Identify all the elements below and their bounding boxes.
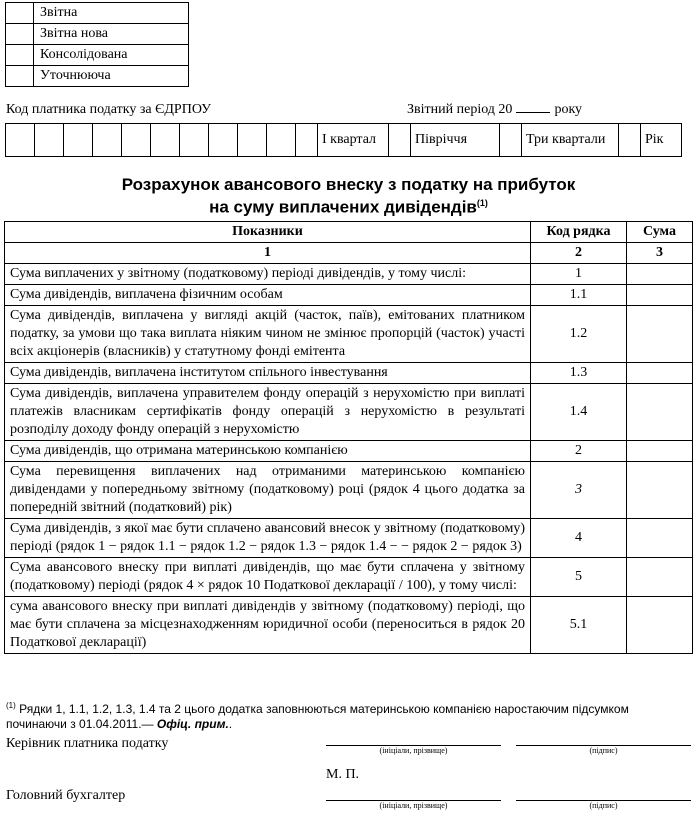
calculation-table	[4, 221, 693, 654]
edrpou-digit-cell[interactable]	[238, 124, 267, 157]
row-code: 5.1	[531, 597, 627, 654]
column-number: 2	[531, 243, 627, 264]
period-checkbox[interactable]	[296, 124, 318, 157]
row-description: Сума дивідендів, виплачена фізичним особам	[5, 285, 531, 306]
table-row	[5, 441, 693, 462]
table-row	[5, 306, 693, 363]
edrpou-digit-cell[interactable]	[64, 124, 93, 157]
edrpou-digit-cell[interactable]	[151, 124, 180, 157]
row-code: 1.3	[531, 363, 627, 384]
head-signature-field[interactable]	[516, 745, 691, 755]
report-type-row	[6, 3, 189, 24]
period-option-label: І квартал	[318, 124, 389, 157]
footnote: $^{(1)}$ Рядки 1, 1.1, 1.2, 1.3, 1.4 та 2 цього додатка заповнюються материнською компанією наростаючим підсумком починаючи з 01.04.2011.— Офіц. прим..	[6, 701, 629, 731]
row-description: сума авансового внеску при виплаті дивідендів у звітному (податковому) періоді, що має бути сплачена за місцезнаходженням юридичної особи (переноситься в рядок 20 Податкової декларації)	[5, 597, 531, 654]
title-footnote-mark: (1)	[476, 198, 488, 208]
edrpou-digit-cell[interactable]	[93, 124, 122, 157]
accountant-signature-label: Головний бухгалтер	[6, 788, 126, 803]
header-row-code: Код рядка	[531, 222, 627, 243]
row-description: Сума дивідендів, виплачена у вигляді акцій (часток, паїв), емітованих платником податку, за умови що така виплата ніяким чином не змінює пропорцій (часток) участі всіх акціонерів (власників) у статутному фонді емітента	[5, 306, 531, 363]
title-line-2	[0, 194, 697, 217]
report-type-label: Консолідована	[34, 45, 189, 66]
row-code: 1.1	[531, 285, 627, 306]
report-type-label: Звітна	[34, 3, 189, 24]
report-type-row	[6, 24, 189, 45]
row-amount-field[interactable]	[627, 519, 693, 558]
period-label-suffix: року	[554, 102, 583, 117]
report-type-checkbox[interactable]	[6, 66, 34, 87]
row-code: 1	[531, 264, 627, 285]
row-amount-field[interactable]	[627, 384, 693, 441]
table-row	[5, 363, 693, 384]
report-type-checkbox[interactable]	[6, 45, 34, 66]
footnote-reference: Офіц. прим.	[156, 717, 229, 731]
edrpou-digit-cell[interactable]	[35, 124, 64, 157]
column-number: 1	[5, 243, 531, 264]
signature-caption: (підпис)	[589, 746, 618, 755]
report-type-row	[6, 45, 189, 66]
edrpou-digit-cell[interactable]	[122, 124, 151, 157]
header-amount: Сума	[627, 222, 693, 243]
row-code: 2	[531, 441, 627, 462]
edrpou-digit-cell[interactable]	[6, 124, 35, 157]
period-option-label: Рік	[641, 124, 682, 157]
period-option-label: Півріччя	[411, 124, 500, 157]
row-description: Сума перевищення виплачених над отриманими материнською компанією дивідендами у попередньому звітному (податковому) році (рядок 4 цього додатка за попередній звітний (податковий) рік)	[5, 462, 531, 519]
period-checkbox[interactable]	[619, 124, 641, 157]
row-code: 4	[531, 519, 627, 558]
row-amount-field[interactable]	[627, 462, 693, 519]
row-amount-field[interactable]	[627, 306, 693, 363]
table-row	[5, 558, 693, 597]
row-description: Сума авансового внеску при виплаті дивідендів, що має бути сплачена у звітному (податковому) періоді (рядок 4 × рядок 10 Податкової декларації / 100), у тому числі:	[5, 558, 531, 597]
edrpou-label: Код платника податку за ЄДРПОУ	[6, 102, 212, 117]
table-row	[5, 384, 693, 441]
accountant-signature-field[interactable]	[516, 800, 691, 810]
footnote-mark: (1)	[6, 701, 16, 710]
row-amount-field[interactable]	[627, 264, 693, 285]
report-type-row	[6, 66, 189, 87]
row-code: 3	[531, 462, 627, 519]
row-description: Сума виплачених у звітному (податковому) періоді дивідендів, у тому числі:	[5, 264, 531, 285]
initials-caption: (ініціали, прізвище)	[379, 746, 448, 755]
row-code: 1.2	[531, 306, 627, 363]
edrpou-digit-cell[interactable]	[267, 124, 296, 157]
table-row	[5, 519, 693, 558]
edrpou-digit-cell[interactable]	[180, 124, 209, 157]
report-type-checkbox[interactable]	[6, 3, 34, 24]
head-initials-field[interactable]	[326, 745, 501, 755]
table-row	[5, 597, 693, 654]
table-row	[5, 462, 693, 519]
period-checkbox[interactable]	[389, 124, 411, 157]
row-amount-field[interactable]	[627, 441, 693, 462]
table-header-row	[5, 222, 693, 243]
row-amount-field[interactable]	[627, 285, 693, 306]
initials-caption: (ініціали, прізвище)	[379, 801, 448, 810]
document-title	[0, 176, 697, 217]
signature-caption: (підпис)	[589, 801, 618, 810]
footnote-text: Рядки 1, 1.1, 1.2, 1.3, 1.4 та 2 цього додатка заповнюються материнською компанією наростаючим підсумком починаючи з 01.04.2011.—	[6, 702, 629, 731]
edrpou-digit-cell[interactable]	[209, 124, 238, 157]
edrpou-code-cells	[5, 123, 296, 157]
column-number-row	[5, 243, 693, 264]
period-year-field[interactable]	[516, 102, 550, 113]
period-checkbox[interactable]	[500, 124, 522, 157]
period-label	[407, 102, 582, 118]
row-description: Сума дивідендів, виплачена інститутом спільного інвестування	[5, 363, 531, 384]
period-label-prefix: Звітний період 20	[407, 102, 513, 117]
row-description: Сума дивідендів, з якої має бути сплачено авансовий внесок у звітному (податковому) періоді (рядок 1 − рядок 1.1 − рядок 1.2 − рядок 1.3 − рядок 1.4 − − рядок 2 − рядок 3)	[5, 519, 531, 558]
report-type-checkbox[interactable]	[6, 24, 34, 45]
accountant-initials-field[interactable]	[326, 800, 501, 810]
row-amount-field[interactable]	[627, 558, 693, 597]
header-indicators: Показники	[5, 222, 531, 243]
table-row	[5, 285, 693, 306]
report-type-table	[5, 2, 189, 87]
row-code: 5	[531, 558, 627, 597]
period-option-label: Три квартали	[522, 124, 619, 157]
report-type-label: Звітна нова	[34, 24, 189, 45]
row-description: Сума дивідендів, що отримана материнською компанією	[5, 441, 531, 462]
column-number: 3	[627, 243, 693, 264]
head-signature-label: Керівник платника податку	[6, 736, 169, 751]
row-amount-field[interactable]	[627, 363, 693, 384]
report-type-label: Уточнююча	[34, 66, 189, 87]
row-amount-field[interactable]	[627, 597, 693, 654]
table-row	[5, 264, 693, 285]
title-line-1: Розрахунок авансового внеску з податку на прибуток	[121, 175, 576, 194]
row-description: Сума дивідендів, виплачена управителем фонду операцій з нерухомістю при виплаті платежів власникам сертифікатів фонду операцій з нерухомістю в результаті розподілу доходу фонду операцій з нерухомістю	[5, 384, 531, 441]
title-line-2-text: на суму виплачених дивідендів	[209, 197, 477, 217]
stamp-label: М. П.	[326, 767, 360, 782]
period-options-table	[295, 123, 682, 157]
row-code: 1.4	[531, 384, 627, 441]
